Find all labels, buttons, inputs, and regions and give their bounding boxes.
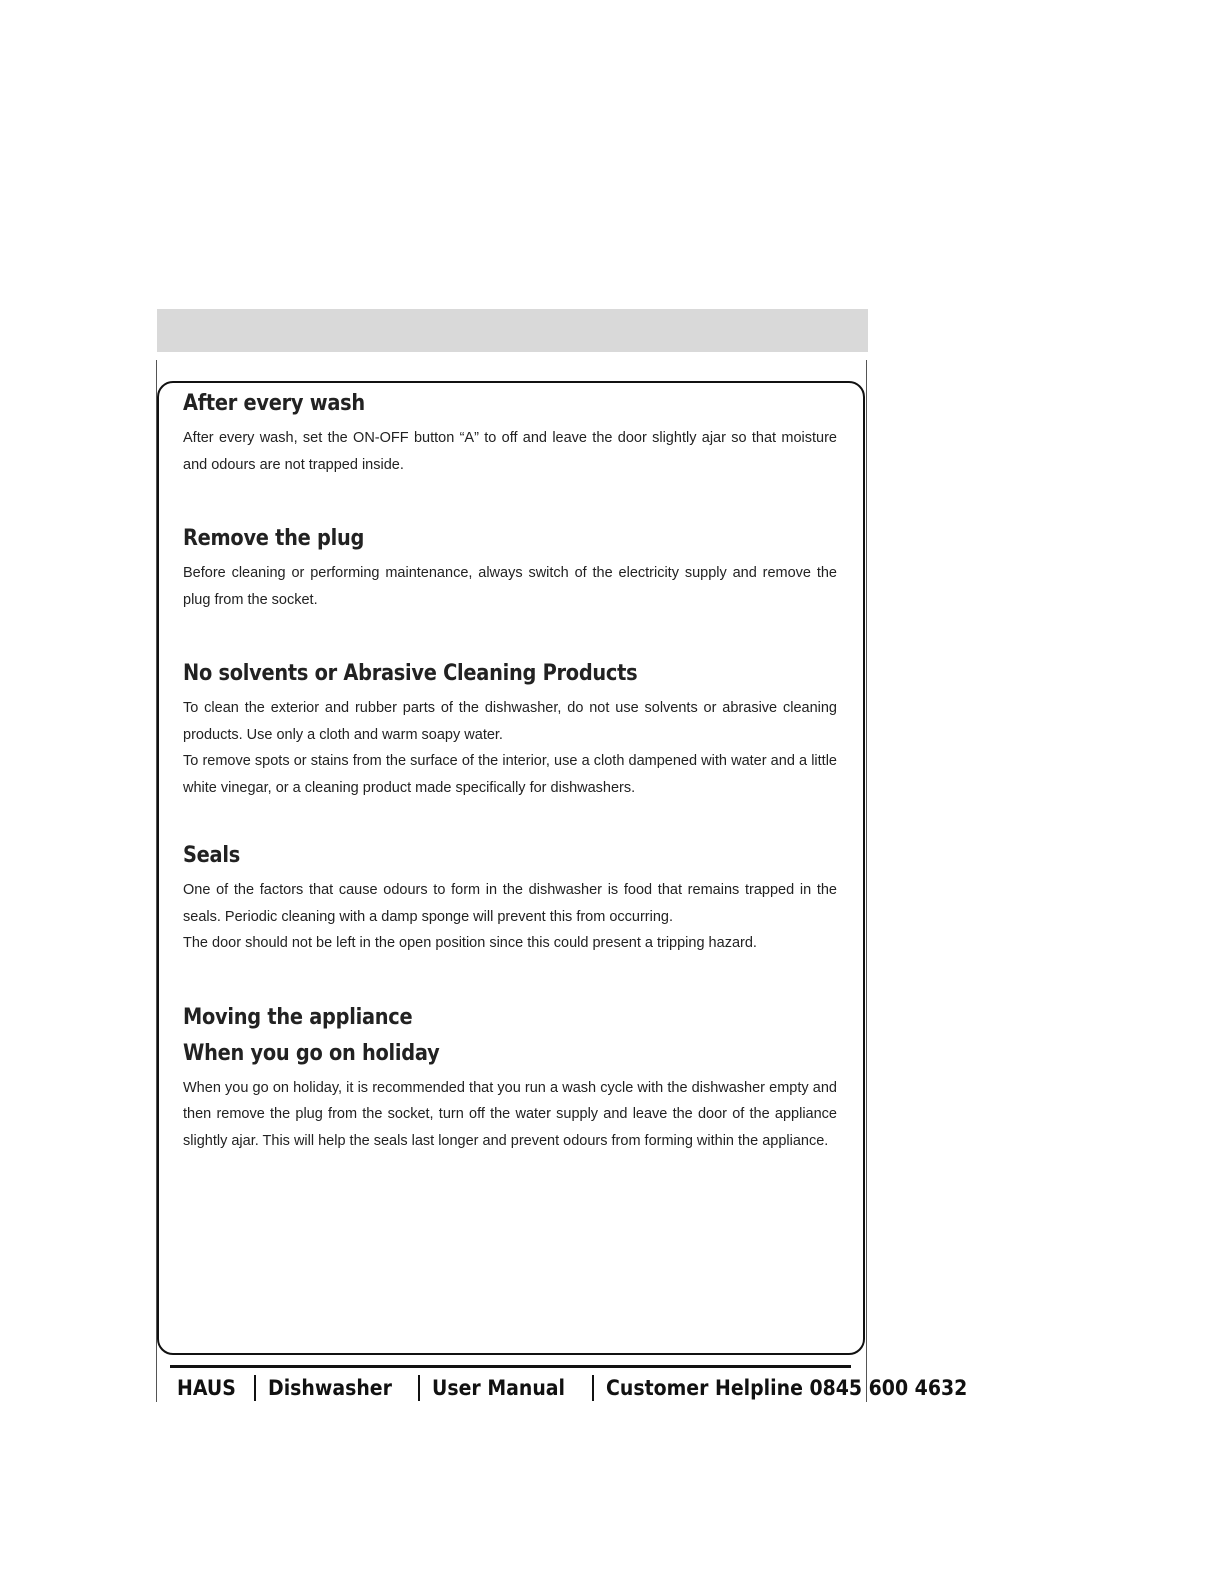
section-paragraph: One of the factors that cause odours to form in the dishwasher is food that remains trapped in the seals. Periodic cleaning with a damp sponge will prevent this from occurring. [183, 882, 837, 925]
footer-doc-type: User Manual [432, 1376, 566, 1400]
footer-separator [254, 1375, 256, 1401]
section-paragraph: After every wash, set the ON-OFF button “A” to off and leave the door slightly ajar so that moisture and odours are not trapped inside. [183, 430, 837, 473]
section-paragraph: Before cleaning or performing maintenance, always switch of the electricity supply and remove the plug from the socket. [183, 565, 837, 608]
spacer [183, 801, 837, 841]
section-seals [183, 841, 837, 957]
section-paragraph: The door should not be left in the open position since this could present a tripping hazard. [183, 935, 757, 951]
footer-brand: HAUS [177, 1376, 236, 1400]
section-after-every-wash [183, 389, 837, 478]
section-heading: Remove the plug [183, 526, 365, 551]
page-border-right [866, 360, 867, 1402]
spacer [183, 613, 837, 659]
footer [177, 1372, 1007, 1404]
section-heading: No solvents or Abrasive Cleaning Products [183, 661, 638, 686]
footer-rule [170, 1365, 851, 1368]
header-band [157, 309, 868, 352]
spacer [183, 478, 837, 524]
section-heading: Moving the appliance [183, 1004, 413, 1030]
section-moving-appliance [183, 1003, 837, 1155]
section-no-solvents [183, 659, 837, 801]
section-subheading: When you go on holiday [183, 1040, 440, 1066]
spacer [183, 957, 837, 1003]
footer-product: Dishwasher [268, 1376, 393, 1400]
footer-separator [418, 1375, 420, 1401]
section-heading: Seals [183, 843, 240, 868]
section-paragraph: To clean the exterior and rubber parts of the dishwasher, do not use solvents or abrasive cleaning products. Use only a cloth and warm soapy water. [183, 700, 837, 743]
section-remove-plug [183, 524, 837, 613]
content-panel [157, 381, 865, 1355]
section-paragraph: When you go on holiday, it is recommended that you run a wash cycle with the dishwasher empty and then remove the plug from the socket, turn off the water supply and leave the door of the appliance slightly ajar. This will help the seals last longer and prevent odours from forming within the appliance. [183, 1079, 837, 1149]
section-paragraph: To remove spots or stains from the surface of the interior, use a cloth dampened with water and a little white vinegar, or a cleaning product made specifically for dishwashers. [183, 753, 837, 796]
content-inner [183, 389, 837, 1154]
footer-helpline: Customer Helpline 0845 600 4632 [605, 1376, 968, 1400]
section-heading: After every wash [183, 391, 365, 416]
footer-separator [592, 1375, 594, 1401]
